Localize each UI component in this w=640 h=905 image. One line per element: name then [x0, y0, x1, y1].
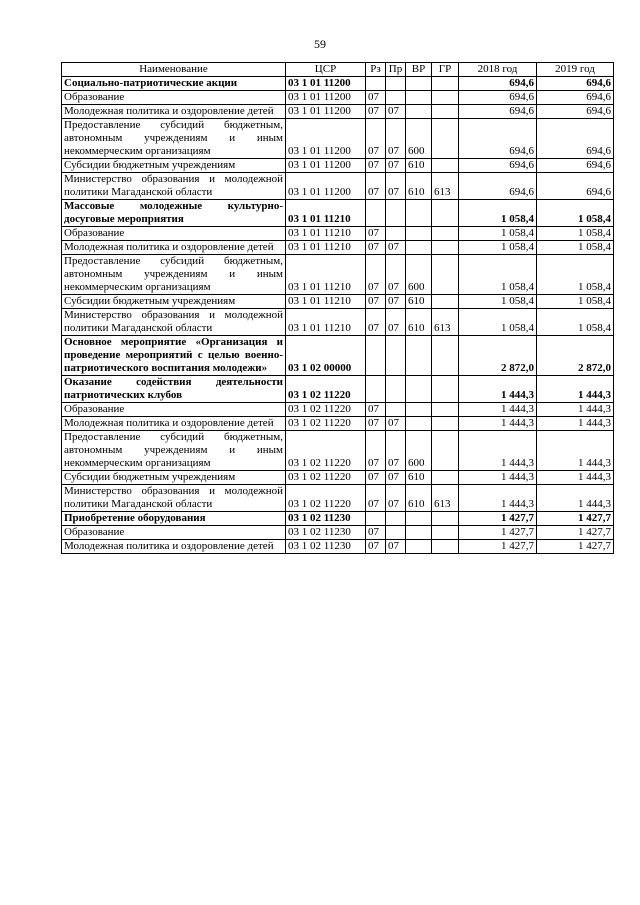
row-csr: 03 1 02 11220 — [286, 417, 366, 431]
table-row — [62, 471, 614, 485]
table-row — [62, 241, 614, 255]
row-value-2019: 1 444,3 — [537, 431, 614, 471]
row-name: Оказание содействия деятельности патриотических клубов — [62, 376, 286, 403]
row-csr: 03 1 02 11220 — [286, 403, 366, 417]
row-rz — [366, 336, 386, 376]
table-row — [62, 376, 614, 403]
row-pr: 07 — [386, 417, 406, 431]
row-value-2019: 694,6 — [537, 77, 614, 91]
row-name: Министерство образования и молодежной политики Магаданской области — [62, 309, 286, 336]
row-pr — [386, 526, 406, 540]
row-value-2019: 2 872,0 — [537, 336, 614, 376]
row-csr: 03 1 01 11210 — [286, 255, 366, 295]
row-value-2018: 1 427,7 — [459, 526, 537, 540]
row-gr — [432, 77, 459, 91]
row-rz: 07 — [366, 540, 386, 554]
page-number: 59 — [314, 37, 326, 51]
row-gr: 613 — [432, 173, 459, 200]
row-rz: 07 — [366, 105, 386, 119]
row-value-2018: 1 444,3 — [459, 485, 537, 512]
row-gr: 613 — [432, 309, 459, 336]
row-value-2018: 694,6 — [459, 77, 537, 91]
row-name: Министерство образования и молодежной политики Магаданской области — [62, 485, 286, 512]
header-rz: Рз — [366, 63, 386, 77]
row-pr — [386, 200, 406, 227]
row-name: Субсидии бюджетным учреждениям — [62, 295, 286, 309]
row-rz — [366, 512, 386, 526]
row-gr — [432, 200, 459, 227]
row-name: Молодежная политика и оздоровление детей — [62, 417, 286, 431]
row-rz — [366, 200, 386, 227]
row-value-2018: 1 444,3 — [459, 431, 537, 471]
row-gr — [432, 526, 459, 540]
header-csr: ЦСР — [286, 63, 366, 77]
row-rz: 07 — [366, 431, 386, 471]
row-value-2018: 1 444,3 — [459, 417, 537, 431]
row-pr — [386, 336, 406, 376]
row-pr: 07 — [386, 485, 406, 512]
row-vr — [406, 417, 432, 431]
row-name: Массовые молодежные культурно-досуговые мероприятия — [62, 200, 286, 227]
row-value-2019: 1 427,7 — [537, 512, 614, 526]
row-csr: 03 1 01 11200 — [286, 159, 366, 173]
row-value-2019: 1 058,4 — [537, 255, 614, 295]
row-rz: 07 — [366, 119, 386, 159]
row-csr: 03 1 01 11210 — [286, 200, 366, 227]
row-pr: 07 — [386, 309, 406, 336]
row-name: Субсидии бюджетным учреждениям — [62, 471, 286, 485]
row-csr: 03 1 01 11200 — [286, 119, 366, 159]
row-value-2018: 694,6 — [459, 91, 537, 105]
table-row — [62, 119, 614, 159]
header-pr: Пр — [386, 63, 406, 77]
row-vr: 600 — [406, 119, 432, 159]
row-vr: 610 — [406, 309, 432, 336]
row-name: Основное мероприятие «Организация и проведение мероприятий с целью военно-патриотического воспитания молодежи» — [62, 336, 286, 376]
row-value-2019: 1 058,4 — [537, 309, 614, 336]
row-name: Предоставление субсидий бюджетным, автономным учреждениям и иным некоммерческим организациям — [62, 119, 286, 159]
row-gr — [432, 403, 459, 417]
row-csr: 03 1 01 11200 — [286, 173, 366, 200]
row-pr: 07 — [386, 431, 406, 471]
row-value-2019: 694,6 — [537, 173, 614, 200]
row-value-2018: 1 058,4 — [459, 241, 537, 255]
row-csr: 03 1 01 11210 — [286, 241, 366, 255]
row-rz: 07 — [366, 241, 386, 255]
table-row — [62, 227, 614, 241]
row-vr: 610 — [406, 471, 432, 485]
row-vr — [406, 241, 432, 255]
row-gr — [432, 255, 459, 295]
row-name: Молодежная политика и оздоровление детей — [62, 241, 286, 255]
row-csr: 03 1 01 11210 — [286, 227, 366, 241]
row-pr: 07 — [386, 540, 406, 554]
row-rz: 07 — [366, 471, 386, 485]
row-gr — [432, 295, 459, 309]
row-name: Образование — [62, 91, 286, 105]
row-vr — [406, 403, 432, 417]
row-vr — [406, 105, 432, 119]
row-value-2018: 1 444,3 — [459, 403, 537, 417]
row-name: Образование — [62, 403, 286, 417]
row-value-2018: 1 058,4 — [459, 309, 537, 336]
row-name: Министерство образования и молодежной политики Магаданской области — [62, 173, 286, 200]
row-gr: 613 — [432, 485, 459, 512]
row-gr — [432, 91, 459, 105]
row-rz: 07 — [366, 526, 386, 540]
row-name: Предоставление субсидий бюджетным, автономным учреждениям и иным некоммерческим организациям — [62, 255, 286, 295]
row-csr: 03 1 02 11220 — [286, 376, 366, 403]
row-value-2018: 694,6 — [459, 119, 537, 159]
row-vr — [406, 200, 432, 227]
row-pr: 07 — [386, 173, 406, 200]
row-vr — [406, 227, 432, 241]
row-gr — [432, 336, 459, 376]
table-row — [62, 173, 614, 200]
row-csr: 03 1 02 11220 — [286, 485, 366, 512]
row-csr: 03 1 01 11210 — [286, 309, 366, 336]
row-vr — [406, 540, 432, 554]
row-pr — [386, 91, 406, 105]
row-vr: 600 — [406, 431, 432, 471]
table-row — [62, 485, 614, 512]
row-value-2019: 1 444,3 — [537, 417, 614, 431]
row-csr: 03 1 01 11210 — [286, 295, 366, 309]
row-vr — [406, 376, 432, 403]
row-rz: 07 — [366, 417, 386, 431]
row-value-2019: 1 058,4 — [537, 200, 614, 227]
row-vr: 610 — [406, 173, 432, 200]
row-vr: 610 — [406, 159, 432, 173]
row-rz: 07 — [366, 309, 386, 336]
row-gr — [432, 119, 459, 159]
table-header-row — [62, 63, 614, 77]
table-row — [62, 91, 614, 105]
row-vr: 610 — [406, 295, 432, 309]
row-value-2018: 1 058,4 — [459, 295, 537, 309]
row-pr: 07 — [386, 105, 406, 119]
table-row — [62, 417, 614, 431]
row-vr: 600 — [406, 255, 432, 295]
row-value-2019: 1 444,3 — [537, 485, 614, 512]
row-csr: 03 1 02 11230 — [286, 512, 366, 526]
row-value-2019: 694,6 — [537, 119, 614, 159]
row-value-2018: 1 427,7 — [459, 512, 537, 526]
row-pr — [386, 376, 406, 403]
table-row — [62, 295, 614, 309]
row-name: Приобретение оборудования — [62, 512, 286, 526]
row-value-2018: 694,6 — [459, 105, 537, 119]
row-value-2018: 1 444,3 — [459, 471, 537, 485]
header-2018: 2018 год — [459, 63, 537, 77]
budget-table — [61, 62, 614, 554]
row-csr: 03 1 02 11230 — [286, 526, 366, 540]
row-csr: 03 1 01 11200 — [286, 77, 366, 91]
row-value-2018: 1 427,7 — [459, 540, 537, 554]
row-gr — [432, 471, 459, 485]
row-gr — [432, 105, 459, 119]
row-csr: 03 1 01 11200 — [286, 105, 366, 119]
row-gr — [432, 241, 459, 255]
row-value-2018: 1 058,4 — [459, 200, 537, 227]
row-value-2019: 694,6 — [537, 105, 614, 119]
row-value-2018: 1 058,4 — [459, 227, 537, 241]
row-gr — [432, 376, 459, 403]
row-csr: 03 1 02 11220 — [286, 431, 366, 471]
row-name: Субсидии бюджетным учреждениям — [62, 159, 286, 173]
table-row — [62, 526, 614, 540]
row-pr: 07 — [386, 159, 406, 173]
row-pr — [386, 227, 406, 241]
table-row — [62, 105, 614, 119]
row-value-2019: 694,6 — [537, 159, 614, 173]
table-row — [62, 255, 614, 295]
row-name: Молодежная политика и оздоровление детей — [62, 105, 286, 119]
row-value-2019: 1 058,4 — [537, 295, 614, 309]
row-rz — [366, 77, 386, 91]
row-name: Образование — [62, 227, 286, 241]
row-pr: 07 — [386, 295, 406, 309]
table-row — [62, 77, 614, 91]
row-value-2019: 1 058,4 — [537, 241, 614, 255]
header-name: Наименование — [62, 63, 286, 77]
row-gr — [432, 159, 459, 173]
row-csr: 03 1 02 11220 — [286, 471, 366, 485]
row-gr — [432, 417, 459, 431]
row-name: Предоставление субсидий бюджетным, автономным учреждениям и иным некоммерческим организациям — [62, 431, 286, 471]
table-row — [62, 309, 614, 336]
row-gr — [432, 512, 459, 526]
row-gr — [432, 227, 459, 241]
row-csr: 03 1 02 00000 — [286, 336, 366, 376]
row-rz: 07 — [366, 295, 386, 309]
row-gr — [432, 540, 459, 554]
row-value-2019: 1 427,7 — [537, 526, 614, 540]
row-name: Молодежная политика и оздоровление детей — [62, 540, 286, 554]
row-vr: 610 — [406, 485, 432, 512]
row-name: Образование — [62, 526, 286, 540]
row-rz — [366, 376, 386, 403]
header-vr: ВР — [406, 63, 432, 77]
row-rz: 07 — [366, 173, 386, 200]
row-value-2018: 1 058,4 — [459, 255, 537, 295]
row-value-2018: 694,6 — [459, 159, 537, 173]
row-csr: 03 1 01 11200 — [286, 91, 366, 105]
row-value-2018: 694,6 — [459, 173, 537, 200]
table-row — [62, 159, 614, 173]
row-value-2019: 1 427,7 — [537, 540, 614, 554]
row-vr — [406, 512, 432, 526]
row-value-2019: 1 444,3 — [537, 403, 614, 417]
row-pr — [386, 403, 406, 417]
row-pr: 07 — [386, 471, 406, 485]
table-row — [62, 512, 614, 526]
row-value-2019: 1 444,3 — [537, 471, 614, 485]
table-row — [62, 540, 614, 554]
table-row — [62, 403, 614, 417]
row-vr — [406, 336, 432, 376]
table-row — [62, 336, 614, 376]
row-vr — [406, 91, 432, 105]
row-pr — [386, 77, 406, 91]
row-rz: 07 — [366, 227, 386, 241]
header-gr: ГР — [432, 63, 459, 77]
row-value-2018: 2 872,0 — [459, 336, 537, 376]
row-vr — [406, 526, 432, 540]
row-rz: 07 — [366, 485, 386, 512]
table-row — [62, 200, 614, 227]
row-pr — [386, 512, 406, 526]
row-rz: 07 — [366, 255, 386, 295]
row-value-2019: 1 444,3 — [537, 376, 614, 403]
row-value-2019: 1 058,4 — [537, 227, 614, 241]
row-pr: 07 — [386, 255, 406, 295]
header-2019: 2019 год — [537, 63, 614, 77]
row-gr — [432, 431, 459, 471]
row-rz: 07 — [366, 159, 386, 173]
row-vr — [406, 77, 432, 91]
row-value-2019: 694,6 — [537, 91, 614, 105]
row-pr: 07 — [386, 241, 406, 255]
table-row — [62, 431, 614, 471]
row-pr: 07 — [386, 119, 406, 159]
row-csr: 03 1 02 11230 — [286, 540, 366, 554]
row-rz: 07 — [366, 91, 386, 105]
row-value-2018: 1 444,3 — [459, 376, 537, 403]
row-rz: 07 — [366, 403, 386, 417]
row-name: Социально-патриотические акции — [62, 77, 286, 91]
